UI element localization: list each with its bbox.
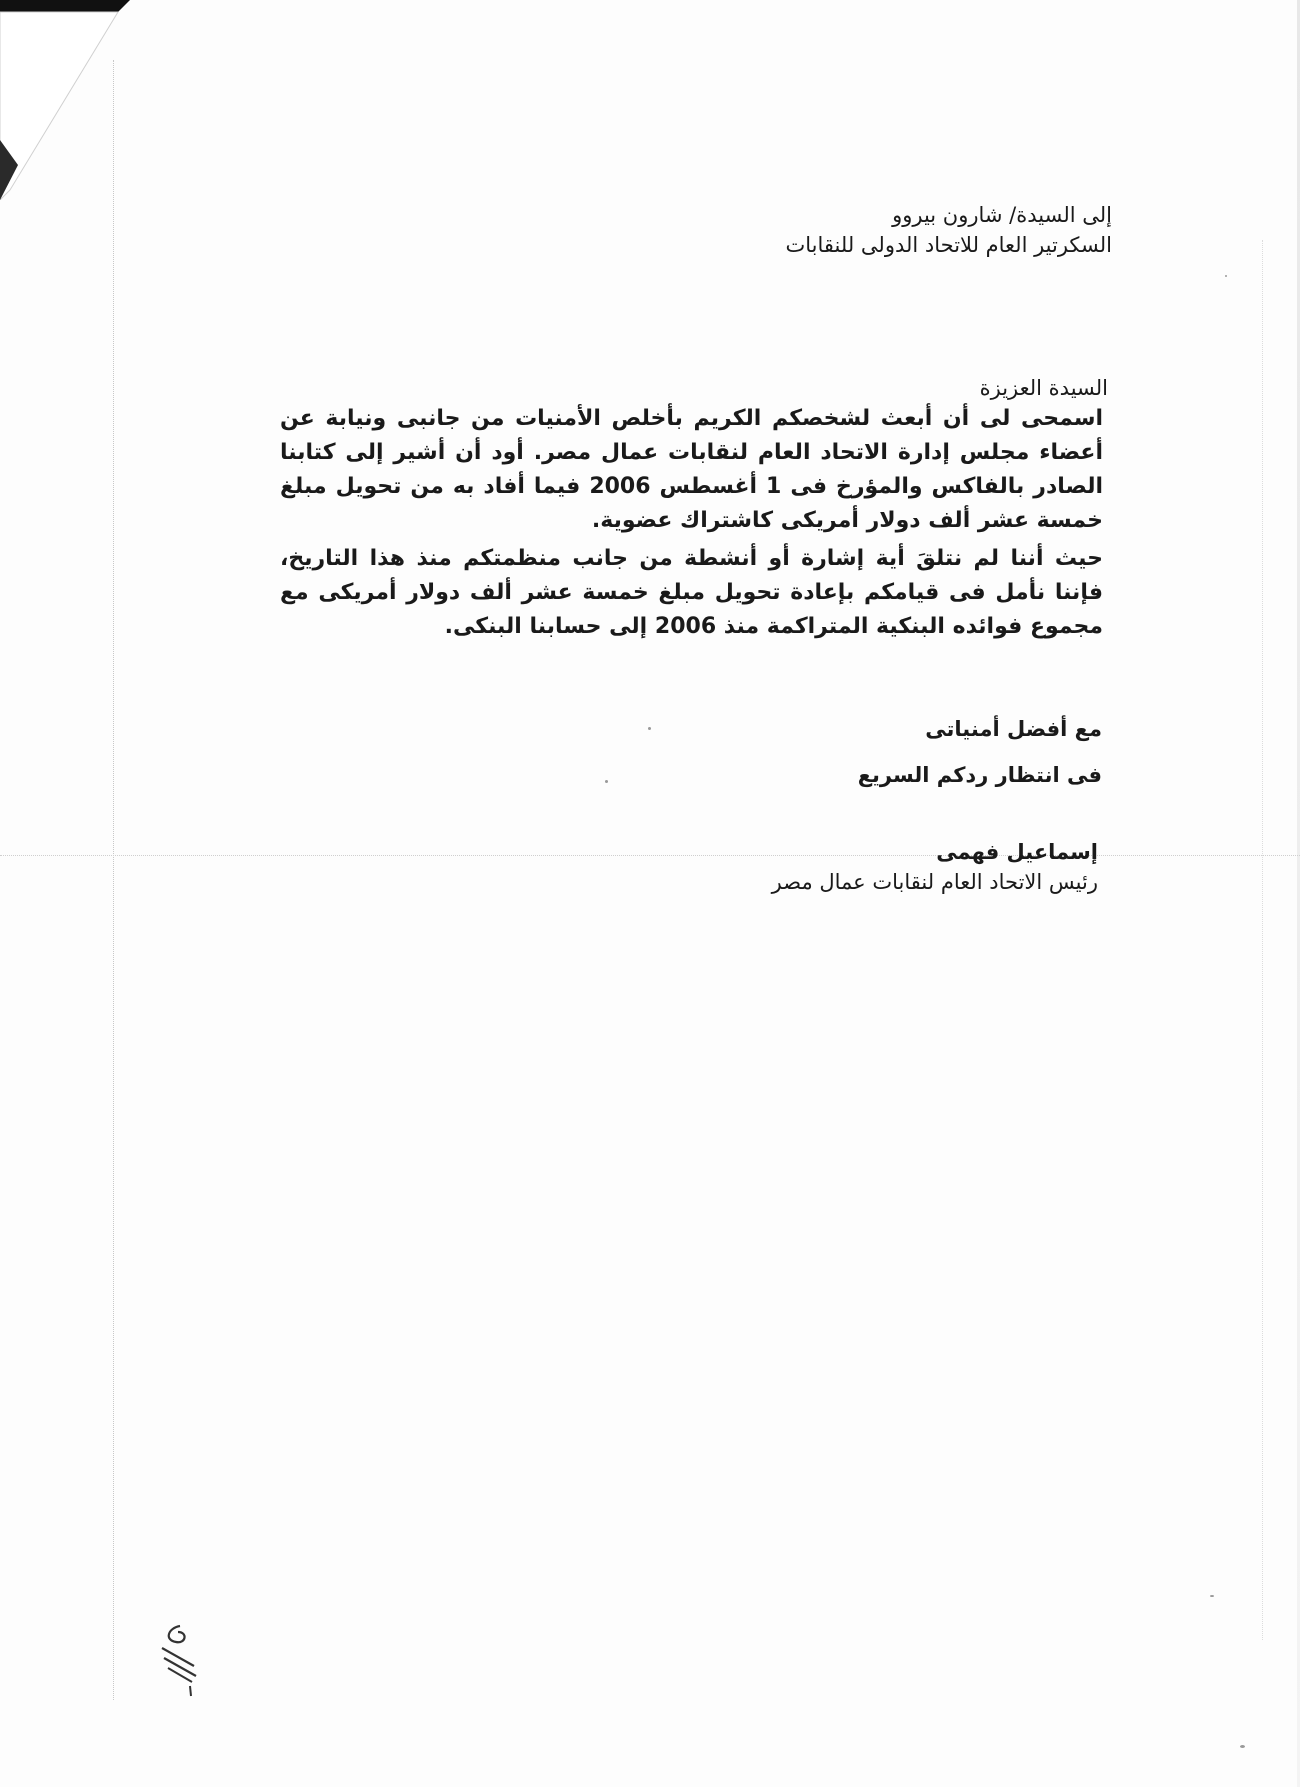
scan-speck [1240,1745,1245,1748]
closing-line-1: مع أفضل أمنياتى [925,717,1102,741]
signatory-name: إسماعيل فهمى [936,840,1098,864]
closing-line-2: فى انتظار ردكم السريع [857,763,1102,787]
addressee-block [512,200,1112,260]
letter-body [280,402,1103,648]
signatory-title: رئيس الاتحاد العام لنقابات عمال مصر [771,870,1098,894]
scan-dotted-margin-right [1262,240,1264,1640]
scan-fold-corner [0,0,130,200]
closing-block [602,706,1102,798]
body-paragraph-1: اسمحى لى أن أبعث لشخصكم الكريم بأخلص الأمنيات من جانبى ونيابة عن أعضاء مجلس إدارة الاتحاد العام لنقابات عمال مصر. أود أن أشير إلى كتابنا الصادر بالفاكس والمؤرخ فى 1 أغسطس 2006 فيما أفاد به من تحويل مبلغ خمسة عشر ألف دولار أمريكى كاشتراك عضوية. [280,406,1103,533]
salutation: السيدة العزيزة [979,376,1108,400]
addressee-line-2: السكرتير العام للاتحاد الدولى للنقابات [785,233,1112,257]
scan-speck [1210,1595,1214,1597]
scan-speck [1225,275,1227,277]
handwritten-mark [150,1620,210,1700]
signature-block [598,837,1098,897]
body-paragraph-2: حيث أننا لم نتلقَ أية إشارة أو أنشطة من جانب منظمتكم منذ هذا التاريخ، فإننا نأمل فى قيامكم بإعادة تحويل مبلغ خمسة عشر ألف دولار أمريكى مع مجموع فوائده البنكية المتراكمة منذ 2006 إلى حسابنا البنكى. [280,546,1103,639]
addressee-line-1: إلى السيدة/ شارون بيروو [892,203,1112,227]
scan-dotted-margin-left [113,60,115,1700]
